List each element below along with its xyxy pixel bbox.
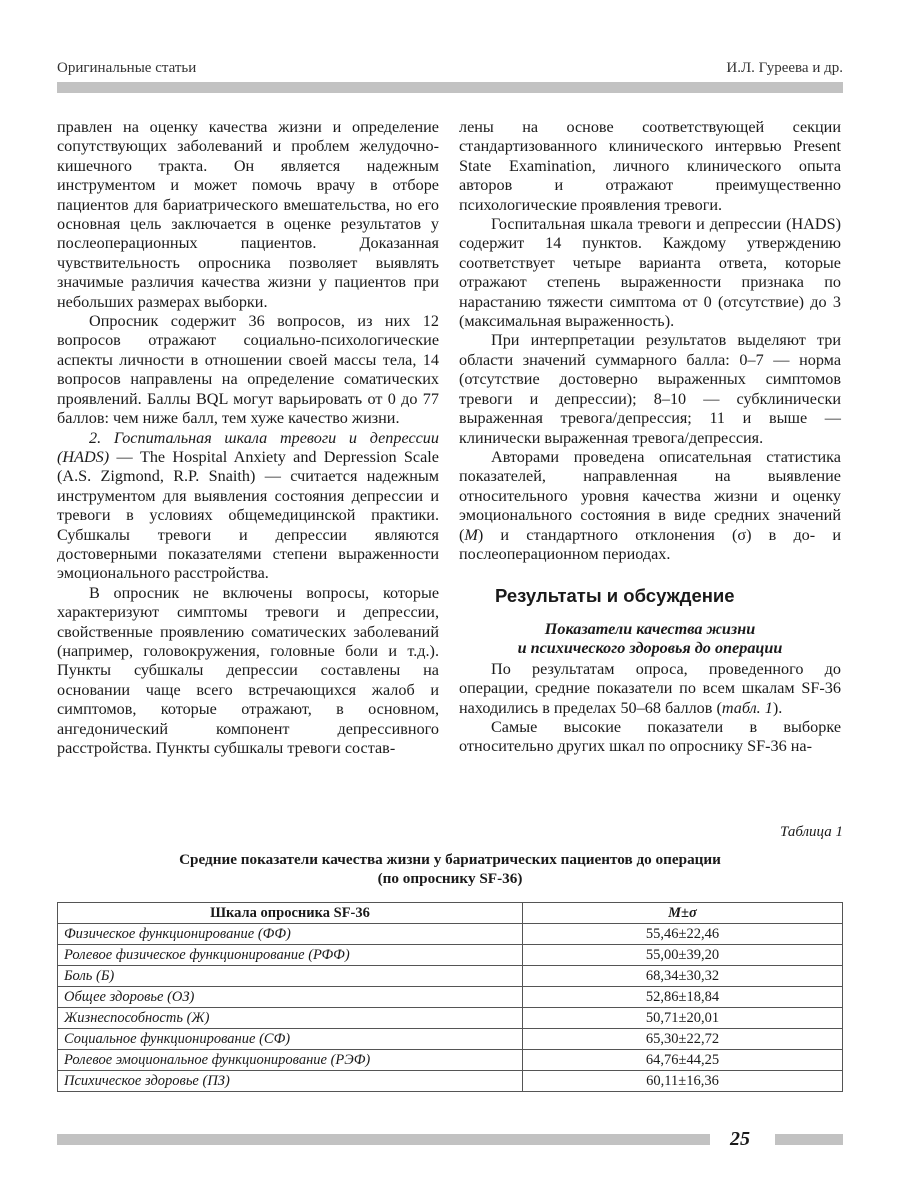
table-row xyxy=(58,966,843,987)
footer-rule-left xyxy=(57,1134,710,1145)
page-number: 25 xyxy=(730,1128,750,1150)
paragraph xyxy=(459,660,841,718)
table-title-line: Средние показатели качества жизни у бариатрических пациентов до операции xyxy=(179,851,721,868)
table-row xyxy=(58,945,843,966)
paragraph xyxy=(57,429,439,584)
column-header-mean-sd xyxy=(523,903,843,924)
table-row xyxy=(58,1008,843,1029)
subsection-heading-line: Показатели качества жизни xyxy=(544,619,756,638)
table-title-line: (по опроснику SF-36) xyxy=(377,870,523,887)
subsection-heading xyxy=(459,620,841,658)
paragraph: лены на основе соответствующей секции стандартизованного клинического интервью Present State Examination, личного клинического опыта авторов и отражают преимущественно психологические проявления тревоги. xyxy=(459,118,841,214)
paragraph-text: ). xyxy=(772,698,783,717)
scale-value: 60,11±16,36 xyxy=(523,1071,843,1092)
table-row xyxy=(58,987,843,1008)
table-row xyxy=(58,1071,843,1092)
scale-value: 50,71±20,01 xyxy=(523,1008,843,1029)
scale-name: Психическое здоровье (ПЗ) xyxy=(58,1071,523,1092)
scale-value: 55,46±22,46 xyxy=(523,924,843,945)
paragraph: При интерпретации результатов выделяют три области значений суммарного балла: 0–7 — норма (отсутствие достоверно выраженных симптомов тревоги и депрессии); 8–10 — субклинически выраженная тревога/депрессия; 11 и выше — клинически выраженная тревога/депрессия. xyxy=(459,331,841,447)
section-heading: Результаты и обсуждение xyxy=(495,585,735,607)
paragraph-text: По результатам опроса, проведенного до операции, средние показатели по всем шкалам SF-36 находились в пределах 50–68 баллов ( xyxy=(459,659,841,717)
scale-value: 64,76±44,25 xyxy=(523,1050,843,1071)
table-title xyxy=(57,850,843,888)
column-header-text: M±σ xyxy=(668,904,697,921)
scale-name: Физическое функционирование (ФФ) xyxy=(58,924,523,945)
paragraph: Самые высокие показатели в выборке относительно других шкал по опроснику SF-36 на- xyxy=(459,717,841,756)
table-header-row xyxy=(58,903,843,924)
paragraph: Госпитальная шкала тревоги и депрессии (HADS) содержит 14 пунктов. Каждому утверждению соответствует четыре варианта ответа, которые отражают степень выраженности признака по нарастанию тяжести симптома от 0 (отсутствие) до 3 (максимальная выраженность). xyxy=(459,215,841,331)
sf36-table xyxy=(57,902,843,1092)
table-row xyxy=(58,1029,843,1050)
paragraph-text: ) и стандартного отклонения (σ) в до- и послеоперационном периодах. xyxy=(459,525,841,563)
paragraph-text: Авторами проведена описательная статистика показателей, направленная на выявление относительного уровня качества жизни и оценку эмоционального состояния в виде средних значений ( xyxy=(459,447,841,544)
hads-term: 2. Госпитальная шкала тревоги и депрессии (HADS) xyxy=(57,428,439,466)
mean-symbol: M xyxy=(464,525,478,544)
scale-value: 68,34±30,32 xyxy=(523,966,843,987)
scale-name: Общее здоровье (ОЗ) xyxy=(58,987,523,1008)
paragraph-text: — The Hospital Anxiety and Depression Scale (A.S. Zigmond, R.P. Snaith) — считается надежным инструментом для выявления состояния депрессии и тревоги в условиях общемедицинской практики. Субшкалы тревоги и депрессии являются достоверными показателями степени выраженности эмоционального расстройства. xyxy=(57,447,439,583)
header-rule xyxy=(57,82,843,93)
running-header-section: Оригинальные статьи xyxy=(57,60,197,76)
scale-name: Боль (Б) xyxy=(58,966,523,987)
table-row xyxy=(58,1050,843,1071)
running-header-authors: И.Л. Гуреева и др. xyxy=(726,60,843,76)
subsection-heading-line: и психического здоровья до операции xyxy=(517,638,783,657)
scale-name: Жизнеспособность (Ж) xyxy=(58,1008,523,1029)
table-reference: табл. 1 xyxy=(721,698,773,717)
paragraph: правлен на оценку качества жизни и определение сопутствующих заболеваний и проблем желудочно-кишечного тракта. Он является надежным инструментом и может помочь врачу в отборе пациентов для бариатрического вмешательства, но его основная цель заключается в оценке результатов у послеоперационных пациентов. Доказанная чувствительность опросника позволяет выявлять значимые различия качества жизни у пациентов при небольших размерах выборки. xyxy=(57,118,439,311)
column-header-scale: Шкала опросника SF-36 xyxy=(58,903,523,924)
scale-value: 55,00±39,20 xyxy=(523,945,843,966)
scale-name: Ролевое эмоциональное функционирование (РЭФ) xyxy=(58,1050,523,1071)
footer-rule-right xyxy=(775,1134,843,1145)
paragraph: Опросник содержит 36 вопросов, из них 12 вопросов отражают социально-психологические аспекты личности в отношении своей массы тела, 14 вопросов направлены на определение соматических проявлений. Баллы BQL могут варьировать от 0 до 77 баллов: чем ниже балл, тем хуже качество жизни. xyxy=(57,312,439,428)
table-row xyxy=(58,924,843,945)
right-column xyxy=(459,118,841,757)
left-column xyxy=(57,118,439,758)
scale-value: 52,86±18,84 xyxy=(523,987,843,1008)
scale-name: Ролевое физическое функционирование (РФФ) xyxy=(58,945,523,966)
paragraph xyxy=(459,448,841,564)
scale-value: 65,30±22,72 xyxy=(523,1029,843,1050)
table-label: Таблица 1 xyxy=(780,824,843,840)
paragraph: В опросник не включены вопросы, которые характеризуют симптомы тревоги и депрессии, свойственные проявлению соматических заболеваний (например, головокружения, головные боли и т.д.). Пункты субшкалы депрессии составлены на основании чаще всего встречающихся жалоб и симптомов, которые отражают, в основном, ангедонический компонент депрессивного расстройства. Пункты субшкалы тревоги состав- xyxy=(57,583,439,757)
scale-name: Социальное функционирование (СФ) xyxy=(58,1029,523,1050)
